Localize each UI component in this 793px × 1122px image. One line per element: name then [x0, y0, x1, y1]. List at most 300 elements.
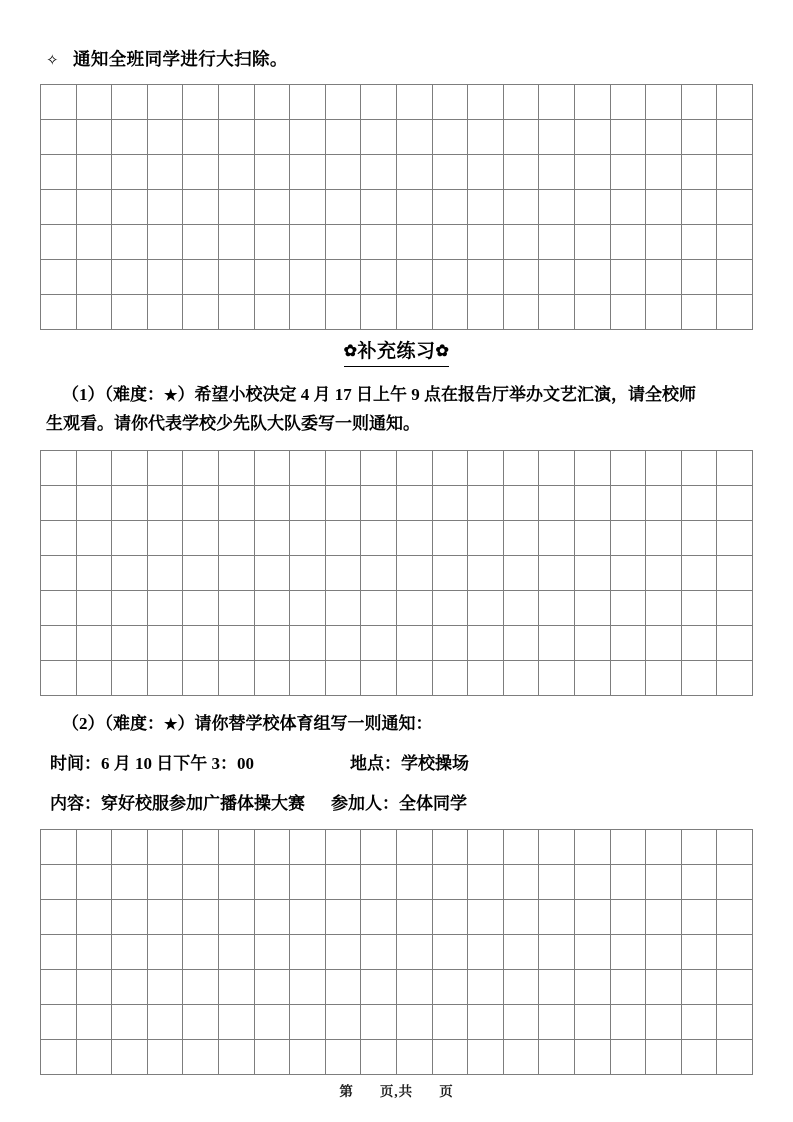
grid-cell[interactable] — [183, 900, 219, 935]
grid-cell[interactable] — [325, 865, 361, 900]
grid-cell[interactable] — [325, 295, 361, 330]
grid-cell[interactable] — [681, 1005, 717, 1040]
grid-cell[interactable] — [76, 591, 112, 626]
grid-cell[interactable] — [468, 935, 504, 970]
grid-cell[interactable] — [396, 626, 432, 661]
grid-cell[interactable] — [574, 225, 610, 260]
grid-cell[interactable] — [717, 120, 753, 155]
grid-cell[interactable] — [290, 120, 326, 155]
grid-cell[interactable] — [646, 451, 682, 486]
grid-cell[interactable] — [610, 190, 646, 225]
grid-cell[interactable] — [112, 260, 148, 295]
grid-cell[interactable] — [539, 295, 575, 330]
grid-cell[interactable] — [717, 865, 753, 900]
grid-cell[interactable] — [432, 260, 468, 295]
grid-cell[interactable] — [290, 865, 326, 900]
grid-cell[interactable] — [183, 190, 219, 225]
grid-cell[interactable] — [41, 900, 77, 935]
grid-cell[interactable] — [717, 591, 753, 626]
grid-cell[interactable] — [76, 556, 112, 591]
grid-cell[interactable] — [361, 661, 397, 696]
grid-cell[interactable] — [325, 225, 361, 260]
answer-grid-1[interactable] — [40, 84, 753, 330]
grid-cell[interactable] — [646, 521, 682, 556]
grid-cell[interactable] — [610, 521, 646, 556]
grid-cell[interactable] — [574, 1040, 610, 1075]
grid-cell[interactable] — [539, 556, 575, 591]
grid-cell[interactable] — [610, 295, 646, 330]
grid-cell[interactable] — [41, 556, 77, 591]
grid-cell[interactable] — [112, 521, 148, 556]
grid-cell[interactable] — [539, 830, 575, 865]
grid-cell[interactable] — [610, 1040, 646, 1075]
grid-cell[interactable] — [218, 260, 254, 295]
grid-cell[interactable] — [646, 155, 682, 190]
grid-cell[interactable] — [717, 521, 753, 556]
grid-cell[interactable] — [503, 190, 539, 225]
grid-cell[interactable] — [539, 591, 575, 626]
grid-cell[interactable] — [503, 830, 539, 865]
grid-cell[interactable] — [254, 85, 290, 120]
grid-cell[interactable] — [254, 661, 290, 696]
grid-cell[interactable] — [681, 591, 717, 626]
grid-cell[interactable] — [218, 970, 254, 1005]
grid-cell[interactable] — [717, 295, 753, 330]
grid-cell[interactable] — [361, 1005, 397, 1040]
grid-cell[interactable] — [290, 260, 326, 295]
grid-cell[interactable] — [254, 295, 290, 330]
grid-cell[interactable] — [717, 626, 753, 661]
grid-cell[interactable] — [112, 1005, 148, 1040]
grid-cell[interactable] — [574, 970, 610, 1005]
grid-cell[interactable] — [574, 190, 610, 225]
grid-cell[interactable] — [361, 900, 397, 935]
grid-cell[interactable] — [681, 830, 717, 865]
grid-cell[interactable] — [539, 1005, 575, 1040]
grid-cell[interactable] — [147, 120, 183, 155]
grid-cell[interactable] — [432, 626, 468, 661]
grid-cell[interactable] — [432, 661, 468, 696]
grid-cell[interactable] — [503, 661, 539, 696]
grid-cell[interactable] — [361, 295, 397, 330]
grid-cell[interactable] — [41, 155, 77, 190]
grid-cell[interactable] — [147, 225, 183, 260]
grid-cell[interactable] — [325, 900, 361, 935]
grid-cell[interactable] — [468, 85, 504, 120]
grid-cell[interactable] — [254, 1040, 290, 1075]
grid-cell[interactable] — [468, 626, 504, 661]
grid-cell[interactable] — [646, 260, 682, 295]
grid-cell[interactable] — [183, 970, 219, 1005]
grid-cell[interactable] — [112, 295, 148, 330]
grid-cell[interactable] — [574, 865, 610, 900]
grid-cell[interactable] — [218, 865, 254, 900]
grid-cell[interactable] — [254, 830, 290, 865]
grid-cell[interactable] — [147, 451, 183, 486]
grid-cell[interactable] — [361, 260, 397, 295]
grid-cell[interactable] — [112, 556, 148, 591]
grid-cell[interactable] — [574, 830, 610, 865]
grid-cell[interactable] — [396, 521, 432, 556]
answer-grid-2[interactable] — [40, 450, 753, 696]
grid-cell[interactable] — [76, 260, 112, 295]
grid-cell[interactable] — [432, 1005, 468, 1040]
grid-cell[interactable] — [41, 935, 77, 970]
grid-cell[interactable] — [646, 970, 682, 1005]
grid-cell[interactable] — [396, 260, 432, 295]
grid-cell[interactable] — [646, 626, 682, 661]
grid-cell[interactable] — [432, 451, 468, 486]
grid-cell[interactable] — [112, 486, 148, 521]
grid-cell[interactable] — [681, 556, 717, 591]
grid-cell[interactable] — [610, 225, 646, 260]
grid-cell[interactable] — [717, 155, 753, 190]
grid-cell[interactable] — [361, 521, 397, 556]
grid-cell[interactable] — [41, 190, 77, 225]
grid-cell[interactable] — [681, 1040, 717, 1075]
grid-cell[interactable] — [290, 85, 326, 120]
grid-cell[interactable] — [646, 865, 682, 900]
grid-cell[interactable] — [681, 970, 717, 1005]
grid-cell[interactable] — [254, 190, 290, 225]
grid-cell[interactable] — [681, 486, 717, 521]
grid-cell[interactable] — [254, 970, 290, 1005]
grid-cell[interactable] — [41, 521, 77, 556]
grid-cell[interactable] — [432, 556, 468, 591]
grid-cell[interactable] — [290, 935, 326, 970]
grid-cell[interactable] — [539, 225, 575, 260]
grid-cell[interactable] — [468, 120, 504, 155]
grid-cell[interactable] — [503, 970, 539, 1005]
grid-cell[interactable] — [574, 1005, 610, 1040]
grid-cell[interactable] — [147, 295, 183, 330]
grid-cell[interactable] — [76, 155, 112, 190]
grid-cell[interactable] — [112, 970, 148, 1005]
grid-cell[interactable] — [325, 85, 361, 120]
grid-cell[interactable] — [503, 120, 539, 155]
grid-cell[interactable] — [432, 486, 468, 521]
grid-cell[interactable] — [147, 486, 183, 521]
grid-cell[interactable] — [432, 830, 468, 865]
grid-cell[interactable] — [254, 900, 290, 935]
grid-cell[interactable] — [503, 225, 539, 260]
grid-cell[interactable] — [717, 225, 753, 260]
grid-cell[interactable] — [361, 225, 397, 260]
grid-cell[interactable] — [468, 521, 504, 556]
grid-cell[interactable] — [325, 190, 361, 225]
grid-cell[interactable] — [218, 661, 254, 696]
grid-cell[interactable] — [290, 900, 326, 935]
grid-cell[interactable] — [574, 155, 610, 190]
grid-cell[interactable] — [290, 1005, 326, 1040]
grid-cell[interactable] — [539, 900, 575, 935]
grid-cell[interactable] — [432, 295, 468, 330]
grid-cell[interactable] — [681, 260, 717, 295]
grid-cell[interactable] — [681, 626, 717, 661]
grid-cell[interactable] — [325, 1005, 361, 1040]
grid-cell[interactable] — [468, 556, 504, 591]
grid-cell[interactable] — [254, 1005, 290, 1040]
grid-cell[interactable] — [76, 865, 112, 900]
grid-cell[interactable] — [396, 556, 432, 591]
grid-cell[interactable] — [41, 225, 77, 260]
grid-cell[interactable] — [396, 830, 432, 865]
grid-cell[interactable] — [254, 626, 290, 661]
grid-cell[interactable] — [681, 190, 717, 225]
grid-cell[interactable] — [290, 225, 326, 260]
grid-cell[interactable] — [717, 935, 753, 970]
grid-cell[interactable] — [290, 970, 326, 1005]
grid-cell[interactable] — [539, 85, 575, 120]
grid-cell[interactable] — [147, 1040, 183, 1075]
grid-cell[interactable] — [396, 295, 432, 330]
grid-cell[interactable] — [76, 626, 112, 661]
grid-cell[interactable] — [254, 556, 290, 591]
grid-cell[interactable] — [290, 626, 326, 661]
grid-cell[interactable] — [396, 155, 432, 190]
grid-cell[interactable] — [610, 486, 646, 521]
grid-cell[interactable] — [112, 451, 148, 486]
grid-cell[interactable] — [183, 1040, 219, 1075]
grid-cell[interactable] — [717, 260, 753, 295]
grid-cell[interactable] — [325, 260, 361, 295]
grid-cell[interactable] — [76, 661, 112, 696]
grid-cell[interactable] — [717, 1040, 753, 1075]
grid-cell[interactable] — [112, 591, 148, 626]
grid-cell[interactable] — [610, 865, 646, 900]
grid-cell[interactable] — [290, 661, 326, 696]
grid-cell[interactable] — [112, 120, 148, 155]
grid-cell[interactable] — [610, 970, 646, 1005]
grid-cell[interactable] — [41, 865, 77, 900]
grid-cell[interactable] — [76, 85, 112, 120]
grid-cell[interactable] — [646, 830, 682, 865]
grid-cell[interactable] — [503, 295, 539, 330]
grid-cell[interactable] — [325, 626, 361, 661]
grid-cell[interactable] — [112, 935, 148, 970]
grid-cell[interactable] — [112, 626, 148, 661]
grid-cell[interactable] — [361, 190, 397, 225]
grid-cell[interactable] — [681, 451, 717, 486]
grid-cell[interactable] — [290, 556, 326, 591]
grid-cell[interactable] — [325, 935, 361, 970]
grid-cell[interactable] — [646, 295, 682, 330]
grid-cell[interactable] — [574, 521, 610, 556]
grid-cell[interactable] — [610, 556, 646, 591]
grid-cell[interactable] — [610, 591, 646, 626]
grid-cell[interactable] — [717, 486, 753, 521]
grid-cell[interactable] — [147, 626, 183, 661]
grid-cell[interactable] — [503, 155, 539, 190]
grid-cell[interactable] — [147, 1005, 183, 1040]
grid-cell[interactable] — [539, 626, 575, 661]
grid-cell[interactable] — [432, 190, 468, 225]
grid-cell[interactable] — [539, 521, 575, 556]
grid-cell[interactable] — [574, 935, 610, 970]
grid-cell[interactable] — [468, 260, 504, 295]
grid-cell[interactable] — [468, 1040, 504, 1075]
grid-cell[interactable] — [41, 591, 77, 626]
grid-cell[interactable] — [325, 556, 361, 591]
grid-cell[interactable] — [147, 521, 183, 556]
grid-cell[interactable] — [325, 1040, 361, 1075]
grid-cell[interactable] — [503, 900, 539, 935]
grid-cell[interactable] — [646, 225, 682, 260]
grid-cell[interactable] — [681, 521, 717, 556]
grid-cell[interactable] — [432, 225, 468, 260]
grid-cell[interactable] — [41, 85, 77, 120]
grid-cell[interactable] — [681, 865, 717, 900]
grid-cell[interactable] — [112, 155, 148, 190]
grid-cell[interactable] — [361, 865, 397, 900]
grid-cell[interactable] — [325, 451, 361, 486]
grid-cell[interactable] — [218, 225, 254, 260]
grid-cell[interactable] — [112, 865, 148, 900]
grid-cell[interactable] — [646, 661, 682, 696]
grid-cell[interactable] — [610, 661, 646, 696]
grid-cell[interactable] — [183, 225, 219, 260]
grid-cell[interactable] — [503, 486, 539, 521]
grid-cell[interactable] — [432, 120, 468, 155]
grid-cell[interactable] — [681, 900, 717, 935]
grid-cell[interactable] — [112, 225, 148, 260]
grid-cell[interactable] — [432, 155, 468, 190]
grid-cell[interactable] — [539, 120, 575, 155]
grid-cell[interactable] — [432, 1040, 468, 1075]
grid-cell[interactable] — [468, 295, 504, 330]
grid-cell[interactable] — [254, 155, 290, 190]
grid-cell[interactable] — [76, 900, 112, 935]
grid-cell[interactable] — [76, 225, 112, 260]
grid-cell[interactable] — [41, 626, 77, 661]
grid-cell[interactable] — [646, 120, 682, 155]
grid-cell[interactable] — [503, 1040, 539, 1075]
grid-cell[interactable] — [396, 1005, 432, 1040]
grid-cell[interactable] — [396, 190, 432, 225]
grid-cell[interactable] — [361, 1040, 397, 1075]
grid-cell[interactable] — [468, 190, 504, 225]
grid-cell[interactable] — [218, 556, 254, 591]
grid-cell[interactable] — [681, 295, 717, 330]
grid-cell[interactable] — [325, 661, 361, 696]
grid-cell[interactable] — [610, 260, 646, 295]
grid-cell[interactable] — [183, 1005, 219, 1040]
grid-cell[interactable] — [396, 85, 432, 120]
grid-cell[interactable] — [539, 451, 575, 486]
grid-cell[interactable] — [325, 120, 361, 155]
grid-cell[interactable] — [503, 591, 539, 626]
grid-cell[interactable] — [574, 295, 610, 330]
grid-cell[interactable] — [290, 1040, 326, 1075]
grid-cell[interactable] — [361, 830, 397, 865]
grid-cell[interactable] — [432, 85, 468, 120]
grid-cell[interactable] — [76, 486, 112, 521]
grid-cell[interactable] — [574, 591, 610, 626]
grid-cell[interactable] — [396, 1040, 432, 1075]
grid-cell[interactable] — [218, 155, 254, 190]
grid-cell[interactable] — [539, 190, 575, 225]
grid-cell[interactable] — [468, 1005, 504, 1040]
grid-cell[interactable] — [610, 830, 646, 865]
grid-cell[interactable] — [361, 451, 397, 486]
grid-cell[interactable] — [610, 1005, 646, 1040]
grid-cell[interactable] — [183, 155, 219, 190]
grid-cell[interactable] — [325, 155, 361, 190]
grid-cell[interactable] — [183, 626, 219, 661]
grid-cell[interactable] — [503, 260, 539, 295]
grid-cell[interactable] — [574, 626, 610, 661]
grid-cell[interactable] — [218, 295, 254, 330]
grid-cell[interactable] — [147, 865, 183, 900]
grid-cell[interactable] — [147, 970, 183, 1005]
grid-cell[interactable] — [112, 830, 148, 865]
grid-cell[interactable] — [574, 900, 610, 935]
grid-cell[interactable] — [396, 486, 432, 521]
grid-cell[interactable] — [396, 451, 432, 486]
grid-cell[interactable] — [574, 486, 610, 521]
grid-cell[interactable] — [717, 451, 753, 486]
grid-cell[interactable] — [468, 451, 504, 486]
grid-cell[interactable] — [503, 935, 539, 970]
grid-cell[interactable] — [681, 155, 717, 190]
grid-cell[interactable] — [76, 1040, 112, 1075]
grid-cell[interactable] — [646, 935, 682, 970]
grid-cell[interactable] — [610, 451, 646, 486]
grid-cell[interactable] — [468, 661, 504, 696]
grid-cell[interactable] — [468, 900, 504, 935]
grid-cell[interactable] — [574, 556, 610, 591]
grid-cell[interactable] — [147, 935, 183, 970]
grid-cell[interactable] — [41, 451, 77, 486]
grid-cell[interactable] — [610, 120, 646, 155]
grid-cell[interactable] — [254, 120, 290, 155]
grid-cell[interactable] — [503, 451, 539, 486]
grid-cell[interactable] — [254, 225, 290, 260]
grid-cell[interactable] — [147, 260, 183, 295]
grid-cell[interactable] — [183, 521, 219, 556]
grid-cell[interactable] — [41, 830, 77, 865]
grid-cell[interactable] — [468, 225, 504, 260]
grid-cell[interactable] — [361, 935, 397, 970]
grid-cell[interactable] — [610, 626, 646, 661]
grid-cell[interactable] — [290, 190, 326, 225]
grid-cell[interactable] — [183, 661, 219, 696]
grid-cell[interactable] — [539, 155, 575, 190]
grid-cell[interactable] — [290, 521, 326, 556]
grid-cell[interactable] — [41, 1040, 77, 1075]
grid-cell[interactable] — [717, 556, 753, 591]
grid-cell[interactable] — [396, 970, 432, 1005]
grid-cell[interactable] — [112, 1040, 148, 1075]
grid-cell[interactable] — [468, 155, 504, 190]
grid-cell[interactable] — [396, 225, 432, 260]
grid-cell[interactable] — [468, 830, 504, 865]
grid-cell[interactable] — [539, 486, 575, 521]
grid-cell[interactable] — [218, 626, 254, 661]
grid-cell[interactable] — [147, 85, 183, 120]
grid-cell[interactable] — [681, 85, 717, 120]
grid-cell[interactable] — [218, 190, 254, 225]
grid-cell[interactable] — [646, 556, 682, 591]
grid-cell[interactable] — [290, 295, 326, 330]
grid-cell[interactable] — [76, 295, 112, 330]
grid-cell[interactable] — [503, 85, 539, 120]
grid-cell[interactable] — [218, 900, 254, 935]
grid-cell[interactable] — [717, 830, 753, 865]
grid-cell[interactable] — [432, 900, 468, 935]
grid-cell[interactable] — [254, 260, 290, 295]
grid-cell[interactable] — [325, 486, 361, 521]
